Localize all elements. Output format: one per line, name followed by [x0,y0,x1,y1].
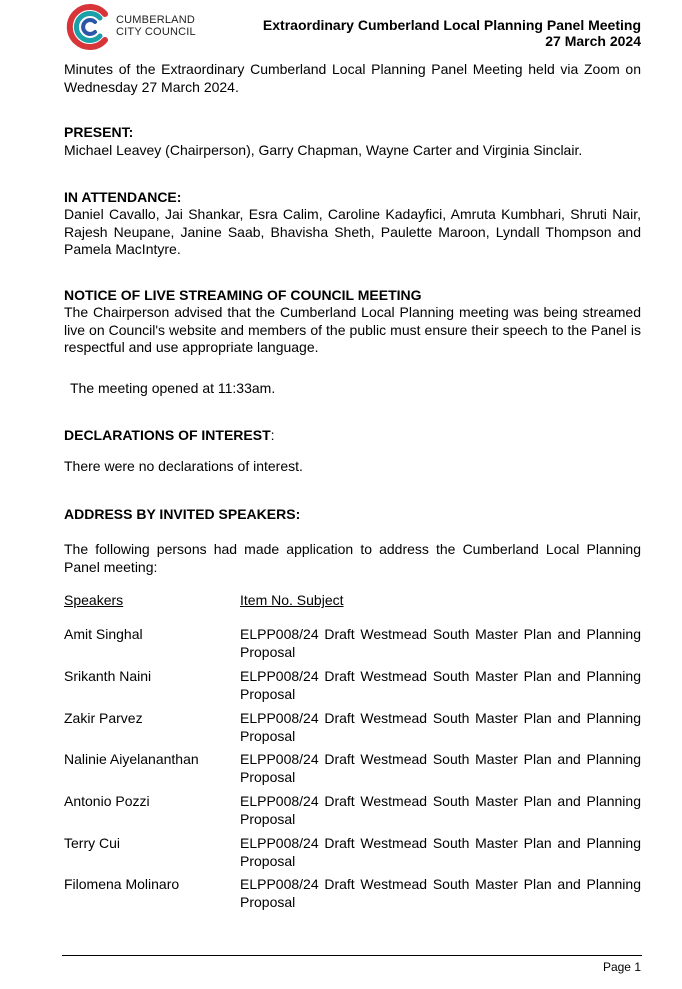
present-text: Michael Leavey (Chairperson), Garry Chapman, Wayne Carter and Virginia Sinclair. [64,142,583,158]
notice-text: The Chairperson advised that the Cumberland Local Planning meeting was being streamed live on Council's website and members of the public must ensure their speech to the Panel is respectful and use appropriate language. [64,304,641,355]
meeting-title: Extraordinary Cumberland Local Planning Panel Meeting [262,17,641,33]
meeting-opened-text: The meeting opened at 11:33am. [70,380,276,396]
speaker-name: Antonio Pozzi [64,793,150,809]
speaker-name: Srikanth Naini [64,668,152,684]
speaker-subject: ELPP008/24 Draft Westmead South Master Plan and Planning Proposal [240,626,641,660]
col-speakers: Speakers [64,592,124,608]
logo-wordmark [116,14,196,38]
attendance-heading: IN ATTENDANCE: [64,189,182,205]
intro-paragraph: Minutes of the Extraordinary Cumberland Local Planning Panel Meeting held via Zoom on Wednesday 27 March 2024. [64,61,641,95]
speaker-subject: ELPP008/24 Draft Westmead South Master Plan and Planning Proposal [240,793,641,827]
speaker-subject: ELPP008/24 Draft Westmead South Master Plan and Planning Proposal [240,876,641,910]
speaker-name: Nalinie Aiyelananthan [64,751,199,767]
speaker-name: Zakir Parvez [64,710,143,726]
org-name-line1: CUMBERLAND [116,14,196,26]
org-name-line2: CITY COUNCIL [116,26,196,38]
council-logo [64,2,224,52]
attendance-text: Daniel Cavallo, Jai Shankar, Esra Calim, Caroline Kadayfici, Amruta Kumbhari, Shruti Nair, Rajesh Neupane, Janine Saab, Bhavisha Sheth, Paulette Maroon, Lyndall Thompson and Pamela MacIntyre. [64,206,641,257]
meeting-header [263,17,641,49]
present-heading: PRESENT: [64,124,134,140]
notice-heading: NOTICE OF LIVE STREAMING OF COUNCIL MEETING [64,287,422,303]
speaker-subject: ELPP008/24 Draft Westmead South Master Plan and Planning Proposal [240,710,641,744]
address-heading: ADDRESS BY INVITED SPEAKERS: [64,506,301,522]
declarations-colon: : [270,427,275,443]
declarations-text: There were no declarations of interest. [64,458,303,474]
speaker-subject: ELPP008/24 Draft Westmead South Master Plan and Planning Proposal [240,835,641,869]
speaker-name: Terry Cui [64,835,121,851]
page-number: Page 1 [602,960,641,974]
speaker-name: Amit Singhal [64,626,143,642]
speaker-subject: ELPP008/24 Draft Westmead South Master Plan and Planning Proposal [240,668,641,702]
address-text: The following persons had made application to address the Cumberland Local Planning Panel meeting: [64,541,641,575]
speaker-subject: ELPP008/24 Draft Westmead South Master Plan and Planning Proposal [240,751,641,785]
footer-divider [62,955,642,956]
council-logo-icon [64,2,114,52]
declarations-heading: DECLARATIONS OF INTEREST [64,427,271,443]
meeting-date: 27 March 2024 [545,33,641,49]
col-subject: Item No. Subject [240,592,344,608]
speaker-name: Filomena Molinaro [64,876,180,892]
declarations-heading-line [64,427,641,445]
